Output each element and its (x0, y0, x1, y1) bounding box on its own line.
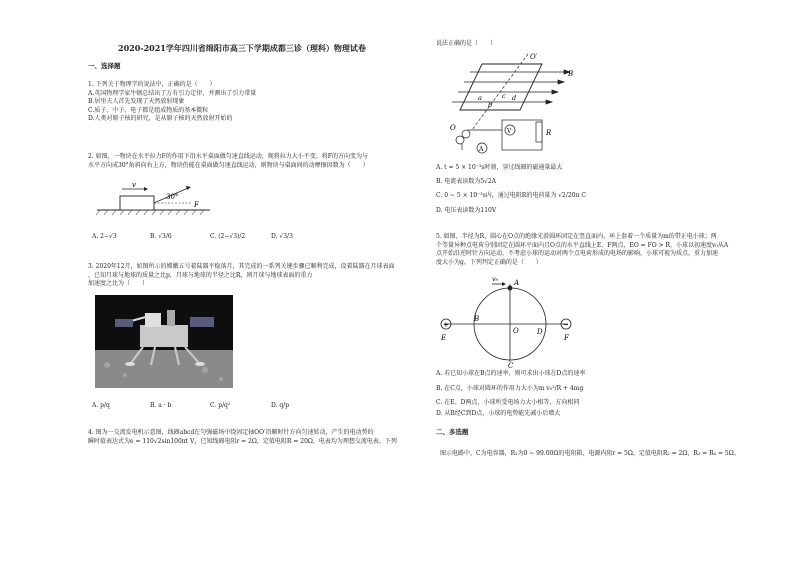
q3-option-b: B. a · b (150, 402, 172, 409)
q3-option-c: C. p/q² (210, 402, 231, 409)
q3-line-2: ，已知月球与地球的质量之比p，月球与地球的半径之比R，则月球与地球表面的重力 (88, 271, 313, 279)
q3-line-3: 加速度之比为（ ） (88, 280, 149, 287)
q4-option-c: C. 0 ~ 5 × 10⁻³s内，通过电阻R的电荷量为 √2/20π C (436, 192, 586, 199)
force-label: F (194, 201, 199, 209)
point-d: D (537, 328, 543, 336)
question-6: 图示电路中，C为电容器，R₁为0 ~ 99.00Ω的电阻箱，电源内阻r = 5Ω，定值电阻R₂ = 2Ω，R₃ = R₄ = 5Ω。 (440, 450, 740, 457)
point-f: F (564, 334, 569, 342)
q2-option-d: D. √3/3 (271, 233, 293, 240)
q3-option-a: A. p/q (92, 402, 110, 409)
q5-option-c: C. 在E、D两点，小球所受电场力大小相等，方向相同 (436, 399, 580, 406)
point-a: A (514, 279, 520, 287)
label-c: c (502, 92, 506, 100)
point-o: O (513, 327, 519, 335)
label-o-prime: O′ (530, 53, 538, 61)
q1-option-b: B.居里夫人首先发现了天然放射现象 (88, 98, 185, 105)
label-b: b (488, 101, 493, 109)
point-b: B (474, 315, 480, 323)
voltmeter-label: V (507, 128, 512, 135)
q4-options (436, 164, 776, 215)
q2-option-c: C. (2−√3)/2 (210, 233, 246, 240)
page-title: 2020-2021学年四川省绵阳市高三下学期成都三诊（理科）物理试卷 (118, 43, 366, 53)
q2-line-2: 水平方向成30°角斜向右上方，物块仍能在桌面做匀速直线运动，则物块与桌面间的动摩擦因数为（ ） (88, 161, 369, 169)
q5-line-2: 个等量异种点电荷分别固定在圆环平面内且O点的水平直线上E、F两点，EO = FO > R，小球以初速度v₀从A (436, 241, 729, 249)
question-3 (88, 263, 423, 289)
plus-charge: + (443, 321, 449, 329)
question-5 (436, 233, 776, 267)
lunar-lander-photo (95, 295, 233, 388)
section-heading-2: 二、多选题 (436, 428, 469, 436)
q4-generator-figure (442, 50, 577, 160)
q4-option-a: A. t = 5 × 10⁻³s时刻，穿过线圈的磁通量最大 (436, 164, 563, 171)
q5-line-1: 5. 如图，半径为R、圆心在O点的绝缘光滑圆环固定在竖直面内，环上套着一个质量为m的带正电小球；两 (436, 233, 717, 240)
q2-option-b: B. √3/6 (150, 233, 172, 240)
q5-option-d: D. 从B经C到D点，小球的电势能先减小后增大 (436, 409, 561, 417)
ammeter-label: A (479, 146, 484, 153)
question-2 (88, 153, 423, 170)
question-1 (88, 81, 418, 124)
q5-line-4: 度大小为g。下列判定正确的是（ ） (436, 258, 542, 266)
q2-figure (92, 177, 222, 219)
q5-line-3: 点开始沿逆时针方向运动，不考虑小球的运动对两个点电荷形成的电场的影响，小球可视为质点，重力加速 (436, 250, 719, 257)
point-e: E (441, 334, 447, 342)
q1-option-a: A.英国物理学家牛顿总结出了万有引力定律，并测出了引力常量 (88, 89, 257, 97)
question-4 (88, 429, 428, 446)
q4-option-d: D. 电压表读数为110V (436, 206, 497, 214)
minus-charge: − (563, 321, 569, 329)
q3-line-1: 3. 2020年12月，如图所示的嫦娥五号着陆器平稳落月，其完成的一系列关键步骤已顺利完成，设着陆器在月球表面 (88, 263, 395, 270)
q3-option-d: D. q/p (271, 402, 290, 409)
point-c: C (508, 362, 514, 368)
label-v0: v₀ (492, 275, 499, 283)
q2-line-1: 2. 如图，一物块在水平拉力F的作用下沿水平桌面做匀速直线运动，现将拉力大小不变，将F的方向变为与 (88, 153, 368, 160)
q5-options (436, 370, 776, 418)
q5-option-a: A. 若已知小球在B点的速率，则可求出小球在D点的速率 (436, 370, 586, 377)
section-heading-1: 一、选择题 (88, 62, 121, 70)
label-b-field: B (568, 70, 574, 78)
q4-line-3: 说法正确的是（ ） (436, 40, 497, 47)
q2-option-a: A. 2−√3 (92, 233, 117, 240)
q1-stem: 1. 下列关于物理学的说法中，正确的是（ ） (88, 81, 216, 88)
q5-ring-figure (436, 272, 576, 368)
q4-option-b: B. 电流表读数为5√2A (436, 177, 497, 185)
velocity-label: v (132, 181, 136, 189)
label-a: a (478, 94, 482, 102)
block (120, 196, 154, 210)
angle-label: 30° (166, 193, 179, 201)
label-d: d (512, 94, 517, 102)
q4-line-1: 4. 图为一交流发电机示意图，线圈abcd在匀强磁场中绕固定轴OO′沿顺时针方向匀速转动，产生的电动势的 (88, 429, 374, 436)
q1-option-d: D.人类对原子核的研究，是从原子核的天然放射开始的 (88, 115, 233, 122)
q4-line-2: 瞬时值表达式为e = 110√2sin100πt V，已知线圈电阻r = 2Ω，定值电阻R = 20Ω，电表均为理想交流电表。下列 (88, 437, 397, 445)
resistor-label: R (546, 129, 552, 137)
label-o: O (450, 124, 456, 132)
q5-option-b: B. 在C点，小球对圆环的作用力大小为m v₀²/R + 4mg (436, 384, 584, 392)
q1-option-c: C.质子、中子、电子都是组成物质的基本微粒 (88, 106, 209, 114)
